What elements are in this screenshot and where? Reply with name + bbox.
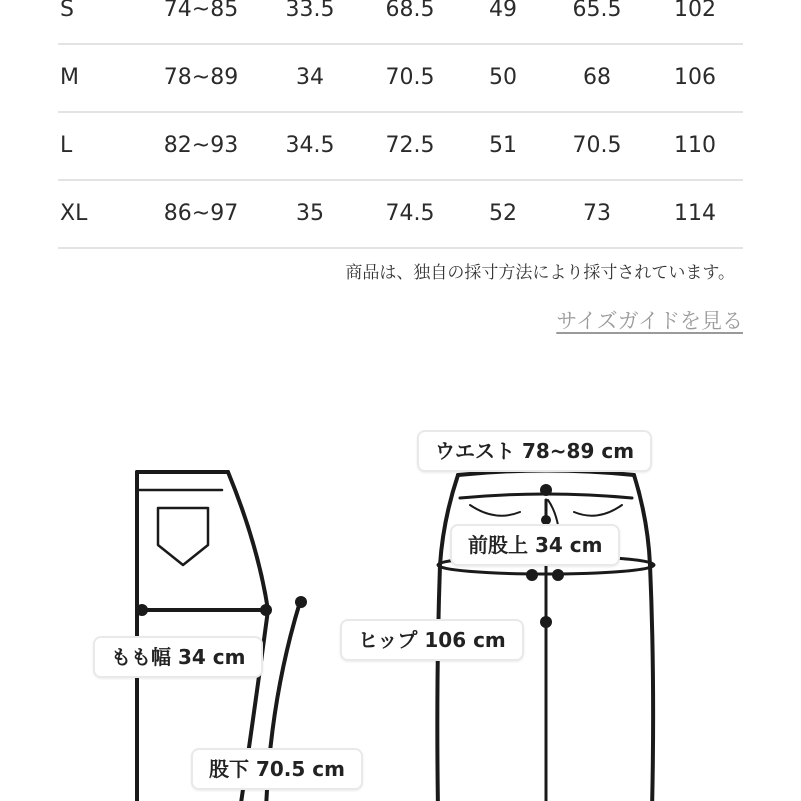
front-rise-cell: 34 — [296, 65, 324, 90]
thigh-cell: 50 — [489, 65, 517, 90]
waist-range-cell: 82~93 — [163, 133, 239, 158]
front-rise-cell: 34.5 — [285, 133, 335, 158]
thigh-end-dot — [260, 604, 272, 616]
thigh-cell: 52 — [489, 201, 517, 226]
size-cell: S — [60, 0, 74, 22]
crotch-dot — [540, 616, 552, 628]
hip-left-dot — [526, 569, 538, 581]
hip-cell: 102 — [674, 0, 716, 22]
size-cell: L — [60, 133, 73, 158]
inseam-cell: 74.5 — [385, 201, 435, 226]
size-cell: XL — [60, 201, 88, 226]
waist-range-cell: 86~97 — [163, 201, 239, 226]
hip-label: ヒップ 106 cm — [340, 619, 524, 661]
measure-cell: 73 — [583, 201, 611, 226]
inseam-cell: 70.5 — [385, 65, 435, 90]
waist-label: ウエスト 78~89 cm — [417, 430, 652, 472]
back-pocket — [158, 508, 208, 565]
front-rise-label: 前股上 34 cm — [450, 524, 620, 566]
inseam-label: 股下 70.5 cm — [191, 748, 363, 790]
measure-cell: 65.5 — [572, 0, 622, 22]
hip-cell: 106 — [674, 65, 716, 90]
waist-dot — [540, 484, 552, 496]
measurement-note: 商品は、独自の採寸方法により採寸されています。 — [345, 263, 735, 283]
front-rise-cell: 35 — [296, 201, 324, 226]
hip-cell: 114 — [674, 201, 716, 226]
inseam-cell: 68.5 — [385, 0, 435, 22]
size-guide-link[interactable]: サイズガイドを見る — [556, 309, 743, 333]
thigh-label: もも幅 34 cm — [93, 636, 263, 678]
waist-range-cell: 74~85 — [163, 0, 239, 22]
measure-cell: 70.5 — [572, 133, 622, 158]
measure-cell: 68 — [583, 65, 611, 90]
size-cell: M — [60, 65, 79, 90]
inseam-start-dot — [295, 596, 307, 608]
thigh-cell: 51 — [489, 133, 517, 158]
thigh-start-dot — [136, 604, 148, 616]
front-rise-cell: 33.5 — [285, 0, 335, 22]
hip-right-dot — [552, 569, 564, 581]
inseam-cell: 72.5 — [385, 133, 435, 158]
thigh-cell: 49 — [489, 0, 517, 22]
hip-cell: 110 — [674, 133, 716, 158]
waist-range-cell: 78~89 — [163, 65, 239, 90]
